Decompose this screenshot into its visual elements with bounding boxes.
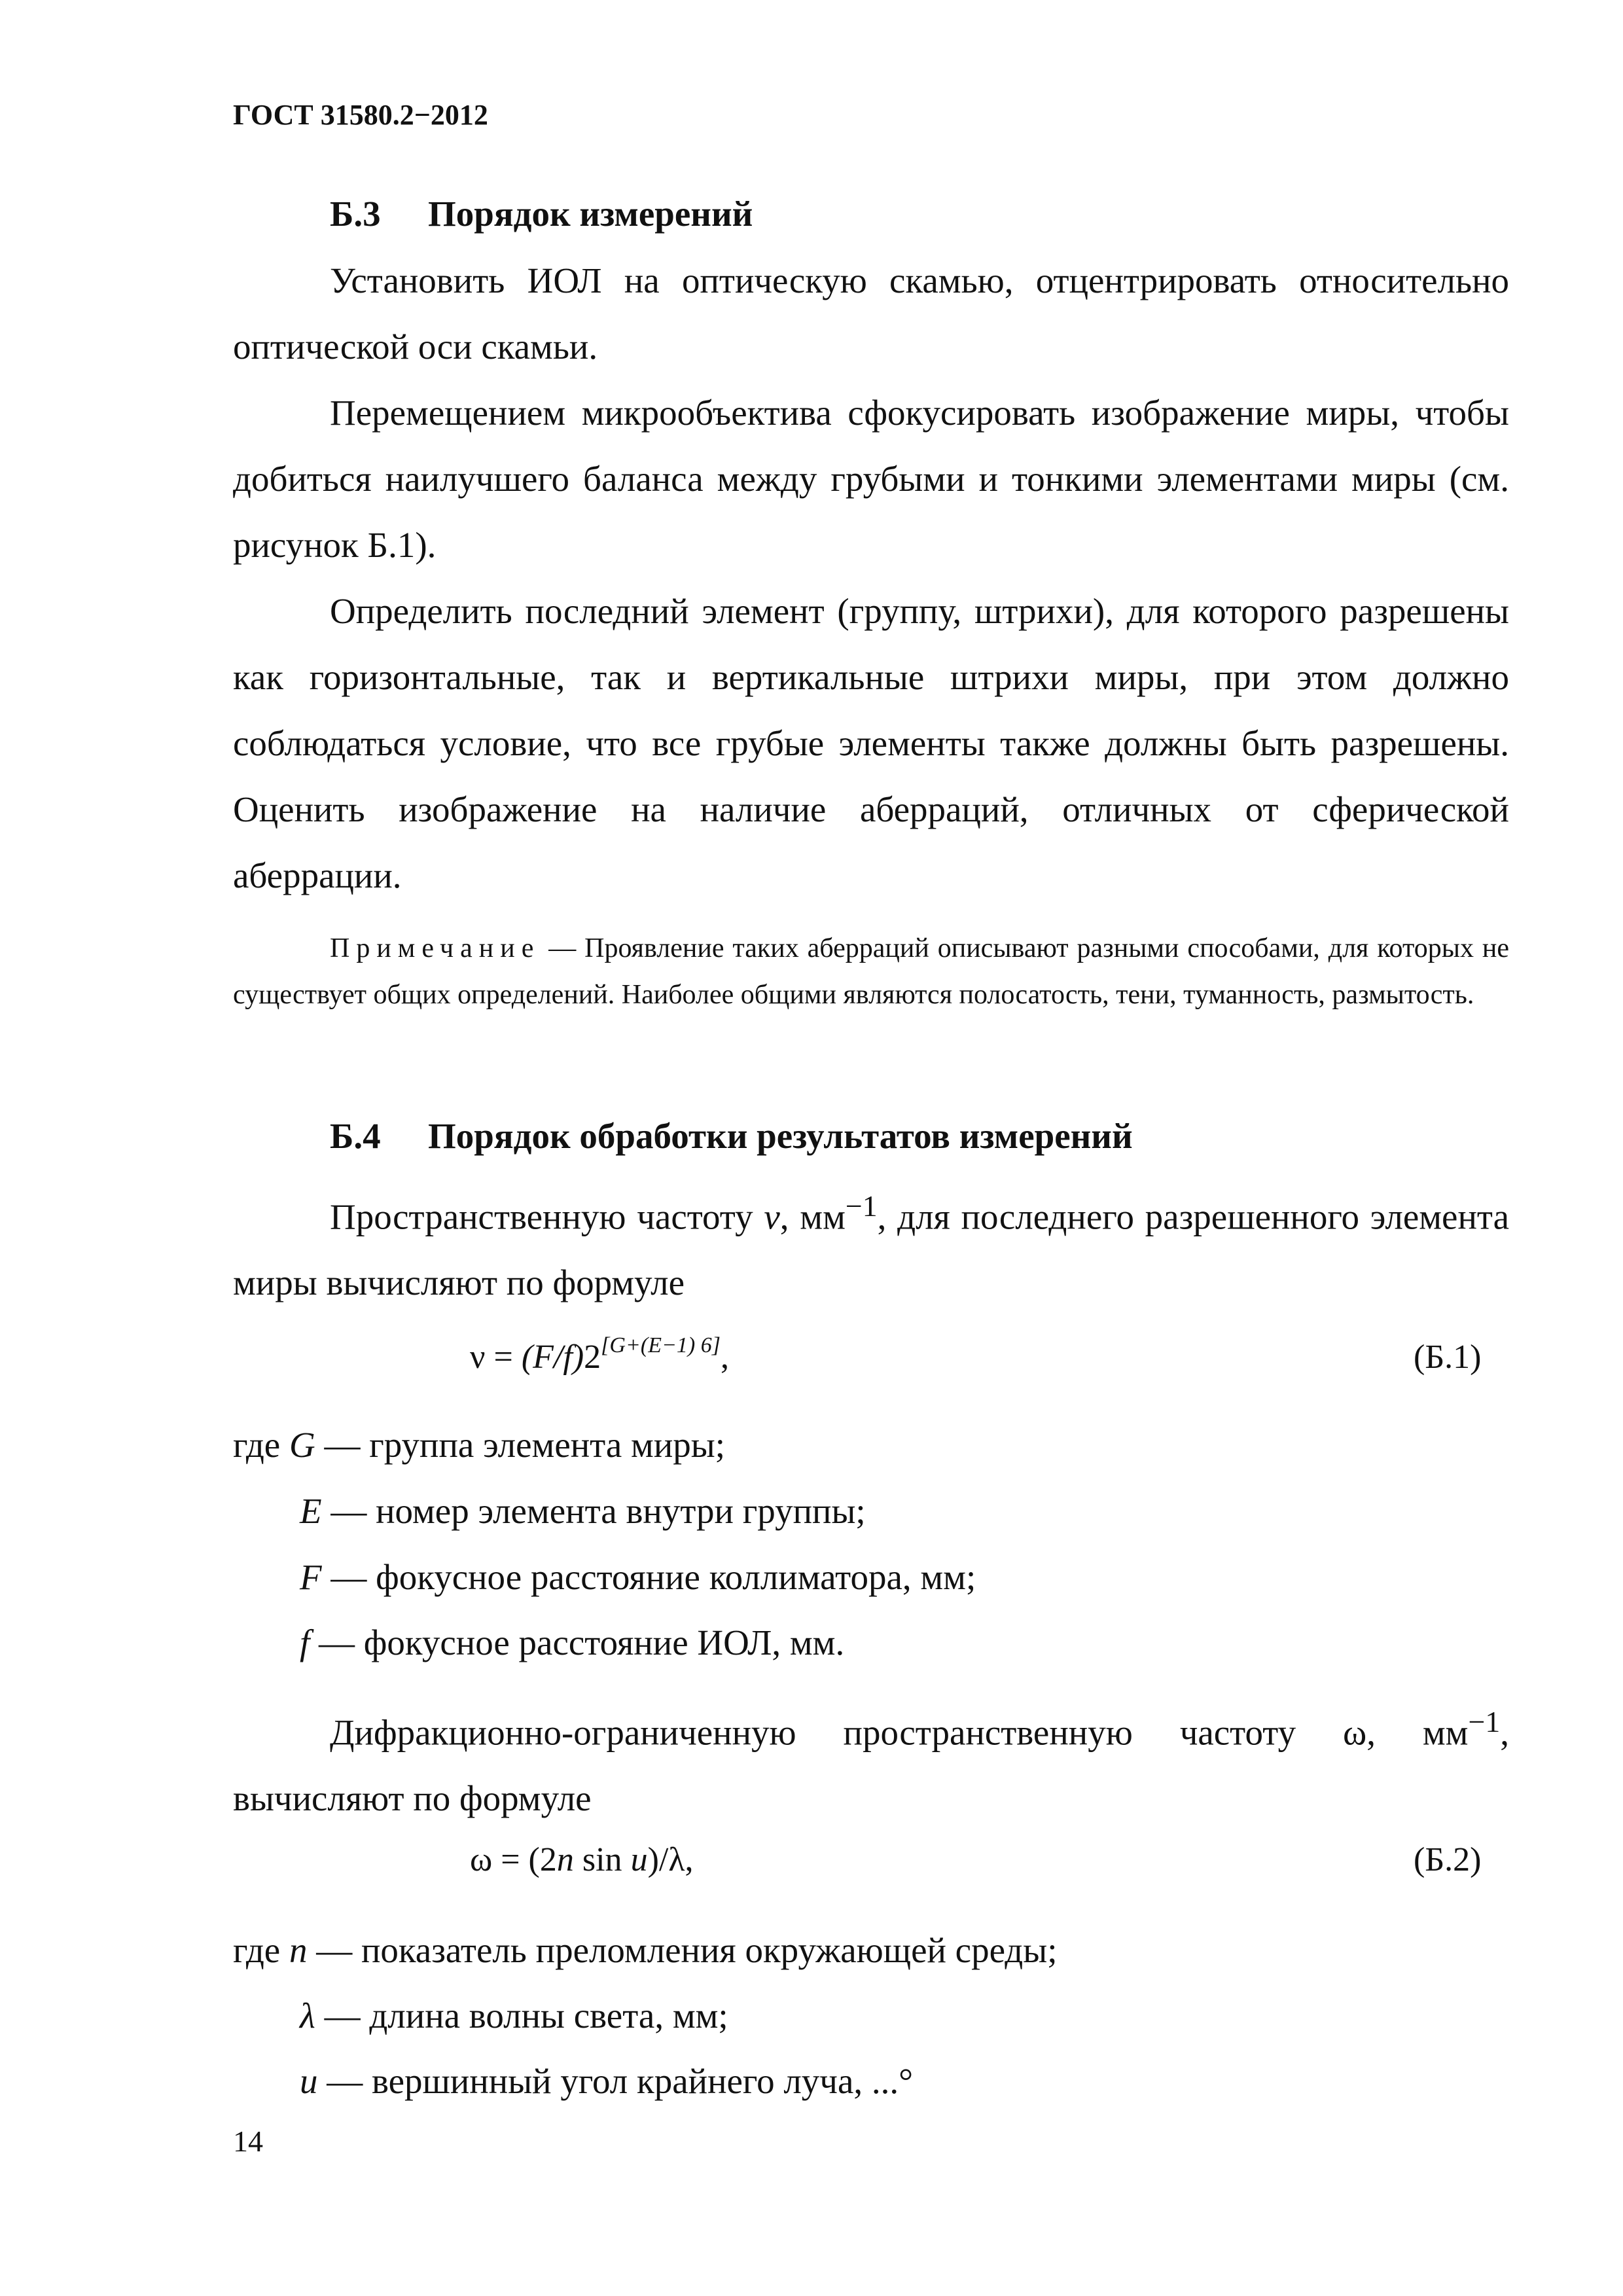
legend-line-lambda: λ — длина волны света, мм; xyxy=(300,1996,728,2036)
section-heading-b3 xyxy=(330,193,1508,239)
formula-exponent: [G+(E−1) 6] xyxy=(601,1333,721,1357)
paragraph: Установить ИОЛ на оптическую скамью, отцентрировать относительно оптической оси скамьи. xyxy=(233,260,1509,367)
legend-line-u: u — вершинный угол крайнего луча, ...° xyxy=(300,2061,914,2101)
page-number: 14 xyxy=(233,2125,263,2158)
equation-number: (Б.1) xyxy=(1414,1338,1482,1376)
unit-exponent: −1 xyxy=(845,1189,878,1223)
section-title: Порядок обработки результатов измерений xyxy=(428,1116,1133,1156)
section-number: Б.4 xyxy=(330,1116,381,1156)
equation-number: (Б.2) xyxy=(1414,1841,1482,1878)
document-header: ГОСТ 31580.2−2012 xyxy=(233,99,488,131)
var-v: v xyxy=(764,1196,780,1237)
legend-line-f: f — фокусное расстояние ИОЛ, мм. xyxy=(300,1623,845,1662)
legend-line-n: где n — показатель преломления окружающей среды; xyxy=(233,1930,1058,1970)
legend-line-G: где G — группа элемента миры; xyxy=(233,1425,726,1465)
formula-b2: ω = (2n sin u)/λ, xyxy=(470,1841,694,1878)
unit-exponent: −1 xyxy=(1468,1705,1501,1738)
paragraph-spatial-frequency: Пространственную частоту v, $мм^{-1}$, для последнего разрешенного элемента миры вычисляют по формуле xyxy=(233,1189,1510,1303)
note-label: Примечание xyxy=(330,933,541,963)
legend-line-F: F — фокусное расстояние коллиматора, мм; xyxy=(300,1557,976,1597)
note xyxy=(233,925,1509,1018)
paragraph-diffraction-frequency: Дифракционно-ограниченную пространственную частоту ω, $мм^{-1}$, вычисляют по формуле xyxy=(233,1705,1509,1819)
paragraph: Определить последний элемент (группу, штрихи), для которого разрешены как горизонтальные, так и вертикальные штрихи миры, при этом должно соблюдаться условие, что все грубые элементы также должны быть разрешены. Оценить изображение на наличие аберраций, отличных от сферической аберрации. xyxy=(233,591,1509,895)
section-number: Б.3 xyxy=(330,194,381,234)
formula-b1: ν = (F/f)2[G+(E−1) 6], xyxy=(470,1333,729,1376)
section-title: Порядок измерений xyxy=(428,194,753,234)
section-heading-b4 xyxy=(330,1115,1508,1161)
note-text: — Проявление таких аберраций описывают разными способами, для которых не существует общих определений. Наиболее общими являются полосатость, тени, туманность, размытость. xyxy=(233,933,1509,1010)
legend-line-E: E — номер элемента внутри группы; xyxy=(300,1491,866,1531)
paragraph: Перемещением микрообъектива сфокусировать изображение миры, чтобы добиться наилучшего баланса между грубыми и тонкими элементами миры (см. рисунок Б.1). xyxy=(233,393,1509,565)
